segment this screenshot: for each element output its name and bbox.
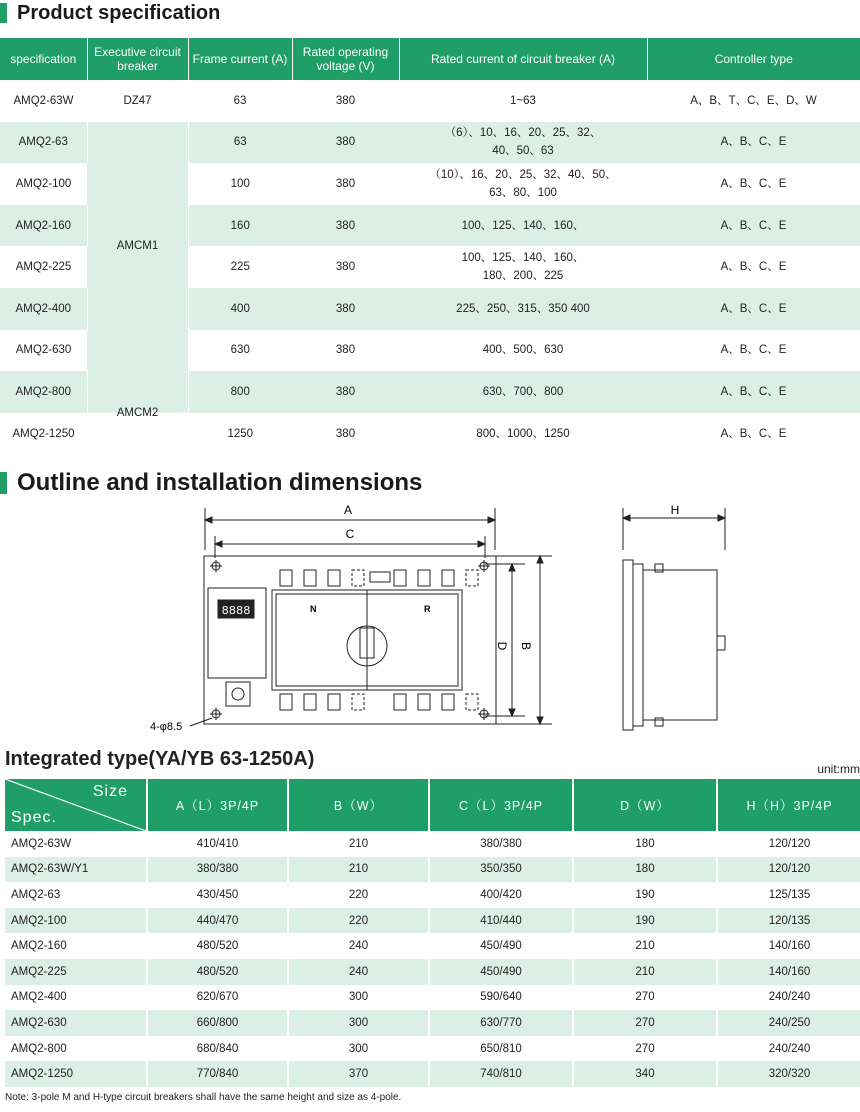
cell-dimension: 410/410 [147,831,288,857]
cell-controller: A、B、C、E [720,177,787,190]
cell-dimension: 450/490 [429,933,573,959]
cell-controller: A、B、C、E [647,288,860,330]
cell-dimension: 300 [288,985,429,1011]
cell-breaker: DZ47 [123,94,152,107]
cell-dimension: 660/800 [147,1010,288,1036]
col-header: Frame current (A) [188,38,292,80]
cell-current [399,288,647,330]
current-line: 40、50、63 [492,145,554,158]
current-line: 800、1000、1250 [476,427,570,440]
table-row [0,122,860,164]
cell-dimension: 210 [573,959,717,985]
cell-controller: A、B、C、E [720,261,787,274]
cell-dimension: 620/670 [147,985,288,1011]
table-row [5,1036,860,1062]
spec-table [0,38,860,454]
cell-dimension: 240 [288,933,429,959]
cell-dimension: 240/240 [768,1042,811,1055]
cell-dimension: 410/440 [429,908,573,934]
cell-current [399,80,647,122]
cell-dimension: 350/350 [429,857,573,883]
col-header: B（W） [288,779,429,831]
cell-voltage: 380 [292,288,399,330]
side-view-drawing [615,500,735,740]
cell-voltage: 380 [292,371,399,413]
cell-spec: AMQ2-63 [0,122,87,164]
outline-section-title: Outline and installation dimensions [17,469,423,496]
cell-dimension: 590/640 [429,985,573,1011]
breaker-label: AMCM2 [116,406,159,419]
cell-dimension: 210 [288,857,429,883]
cell-spec: AMQ2-400 [0,288,87,330]
cell-dimension: 120/135 [717,908,860,934]
cell-dimension: 370 [288,1061,429,1087]
cell-dimension: 480/520 [147,959,288,985]
cell-spec: AMQ2-1250 [5,1061,147,1087]
dim-label-a: A [343,503,353,517]
cell-dimension: 240/240 [768,991,811,1004]
cell-frame: 63 [188,122,292,164]
cell-frame: 630 [230,344,250,357]
cell-frame: 800 [188,371,292,413]
table-row [5,831,860,857]
current-line: 1~63 [510,94,536,107]
cell-dimension: 340 [573,1061,717,1087]
cell-dimension: 320/320 [717,1061,860,1087]
cell-controller: A、B、T、C、E、D、W [690,94,817,107]
col-header: C（L）3P/4P [429,779,573,831]
cell-current [399,371,647,413]
cell-current [399,163,647,205]
cell-spec: AMQ2-160 [0,205,87,247]
display-digits: 8888 [221,604,251,618]
cell-voltage: 380 [335,427,356,440]
cell-spec: AMQ2-800 [0,371,87,413]
cell-dimension: 190 [573,882,717,908]
cell-dimension: 430/450 [147,882,288,908]
cell-current [399,122,647,164]
cell-controller: A、B、C、E [647,205,860,247]
corner-spec-label: Spec. [11,809,57,826]
cell-current [399,246,647,288]
cell-spec: AMQ2-100 [5,908,147,934]
cell-voltage: 380 [335,261,356,274]
cell-controller: A、B、C、E [720,427,787,440]
cell-spec: AMQ2-400 [5,985,147,1011]
cell-dimension: 480/520 [147,933,288,959]
table-row [5,1061,860,1087]
cell-spec: AMQ2-630 [5,1010,147,1036]
cell-controller: A、B、C、E [720,344,787,357]
cell-frame: 63 [233,94,247,107]
cell-current [399,330,647,372]
cell-dimension: 680/840 [147,1036,288,1062]
cell-dimension: 210 [573,933,717,959]
integrated-table [5,779,860,1087]
cell-voltage: 380 [292,122,399,164]
col-header: Executive circuit breaker [87,38,188,80]
spec-section-title: Product specification [17,1,221,24]
cell-spec: AMQ2-630 [15,344,72,357]
cell-dimension: 740/810 [429,1061,573,1087]
col-header: Rated operating voltage (V) [292,38,399,80]
cell-frame: 160 [188,205,292,247]
cell-dimension: 270 [573,1036,717,1062]
cell-breaker-merged: AMCM1 [87,122,188,372]
cell-spec: AMQ2-100 [15,177,72,190]
dim-label-b: B [519,641,533,651]
current-line: （10）、16、20、25、32、40、50、 [429,168,617,181]
unit-label: unit:mm [817,762,860,776]
cell-spec: AMQ2-63W [5,831,147,857]
current-line: 225、250、315、350 400 [456,302,590,315]
col-header: A（L）3P/4P [147,779,288,831]
cell-breaker-merged [87,371,188,454]
outline-section-header [0,470,422,496]
cell-dimension: 140/160 [768,940,811,953]
cell-dimension: 120/120 [768,837,811,850]
col-header: H（H）3P/4P [717,779,860,831]
integrated-section-title: Integrated type(YA/YB 63-1250A) [5,748,315,770]
cell-dimension: 300 [288,1036,429,1062]
table-row [5,882,860,908]
cell-voltage: 380 [335,94,356,107]
col-header: D（W） [573,779,717,831]
side-label-n: N [310,604,317,614]
table-row [0,80,860,122]
footnote: Note: 3-pole M and H-type circuit breakers shall have the same height and size as 4-pole. [5,1092,402,1103]
col-header: Rated current of circuit breaker (A) [399,38,647,80]
cell-spec: AMQ2-63 [5,882,147,908]
cell-dimension: 125/135 [768,888,811,901]
current-line: 180、200、225 [482,270,564,283]
dim-label-d: D [495,641,509,651]
cell-spec: AMQ2-225 [15,261,72,274]
side-label-r: R [424,604,431,614]
cell-dimension: 190 [573,908,717,934]
cell-dimension: 270 [573,985,717,1011]
spec-header-row [0,38,860,80]
cell-dimension: 440/470 [147,908,288,934]
col-header: Controller type [647,38,860,80]
cell-dimension: 770/840 [147,1061,288,1087]
cell-controller: A、B、C、E [647,122,860,164]
cell-voltage: 380 [292,205,399,247]
cell-dimension: 450/490 [429,959,573,985]
cell-dimension: 210 [288,831,429,857]
cell-dimension: 120/120 [717,857,860,883]
section-marker [0,3,7,23]
cell-current [399,205,647,247]
cell-dimension: 220 [288,908,429,934]
cell-controller: A、B、C、E [647,371,860,413]
cell-spec: AMQ2-800 [5,1036,147,1062]
cell-dimension: 650/810 [429,1036,573,1062]
current-line: （6）、10、16、20、25、32、 [444,127,602,140]
cell-frame: 1250 [227,427,254,440]
cell-dimension: 380/380 [147,857,288,883]
cell-frame: 400 [188,288,292,330]
corner-header [5,779,147,831]
cell-dimension: 240 [288,959,429,985]
cell-dimension: 140/160 [717,959,860,985]
cell-spec: AMQ2-63W/Y1 [5,857,147,883]
table-row [0,371,860,413]
table-row [5,857,860,883]
table-row [5,959,860,985]
table-row [5,933,860,959]
cell-frame: 100 [230,177,250,190]
cell-frame: 225 [230,261,250,274]
cell-dimension: 240/250 [717,1010,860,1036]
dim-label-h: H [670,503,680,517]
cell-dimension: 400/420 [429,882,573,908]
cell-spec: AMQ2-63W [13,94,74,107]
cell-current [399,413,647,455]
cell-dimension: 380/380 [429,831,573,857]
front-view-drawing [140,500,560,740]
cell-dimension: 270 [573,1010,717,1036]
current-line: 630、700、800 [482,385,564,398]
current-line: 100、125、140、160、 [461,219,585,232]
cell-dimension: 180 [573,857,717,883]
current-line: 63、80、100 [489,186,557,199]
table-row [5,908,860,934]
dim-label-c: C [345,527,355,541]
hole-label: 4-φ8.5 [150,721,183,733]
cell-dimension: 630/770 [429,1010,573,1036]
table-row [5,1010,860,1036]
cell-dimension: 220 [288,882,429,908]
cell-dimension: 300 [288,1010,429,1036]
cell-voltage: 380 [335,177,356,190]
cell-spec: AMQ2-1250 [12,427,75,440]
cell-spec: AMQ2-225 [5,959,147,985]
table-row [5,985,860,1011]
integrated-header-row [5,779,860,831]
current-line: 400、500、630 [482,344,564,357]
section-marker [0,472,7,494]
cell-voltage: 380 [335,344,356,357]
cell-spec: AMQ2-160 [5,933,147,959]
corner-size-label: Size [92,783,128,800]
col-header: specification [0,38,87,80]
cell-dimension: 180 [573,831,717,857]
spec-section-header [0,2,220,24]
current-line: 100、125、140、160、 [461,252,585,265]
